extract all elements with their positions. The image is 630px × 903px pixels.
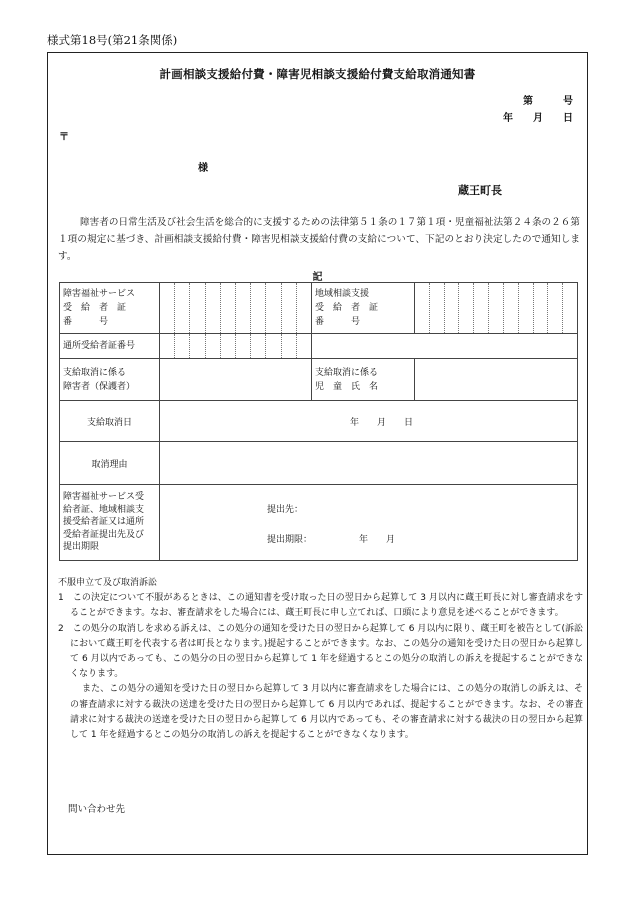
person-label: 支給取消に係る 障害者（保護者） <box>60 359 160 401</box>
issuer-name: 蔵王町長 <box>458 184 502 197</box>
note-item-1: 1 この決定について不服があるときは、この通知書を受け取った日の翌日から起算して 3 月以内に蔵王町長に対し審査請求をすることができます。なお、審査請求をした場合には、蔵王町長に申し立てれば、口頭により意見を述べることができます。 <box>58 593 583 619</box>
ki-mark: 記 <box>312 272 323 283</box>
recipient-suffix: 様 <box>198 163 208 174</box>
notes-heading: 不服申立て及び取消訴訟 <box>58 578 158 588</box>
form-number: 様式第18号(第21条関係) <box>47 33 178 47</box>
notice-table <box>59 282 578 561</box>
row-reason <box>60 442 578 485</box>
regional-cert-label: 地域相談支援 受 給 者 証 番 号 <box>312 283 415 334</box>
reason-field[interactable] <box>160 442 578 485</box>
reason-label: 取消理由 <box>60 442 160 485</box>
row-names <box>60 359 578 401</box>
notice-frame <box>47 52 588 855</box>
submit-field[interactable] <box>160 485 578 561</box>
day-care-cert-digits[interactable] <box>160 334 312 359</box>
day-care-cert-label: 通所受給者証番号 <box>60 334 160 359</box>
submit-deadline-date: 年 月 <box>359 535 396 545</box>
row-cancel-date <box>60 401 578 442</box>
note-item-2b: また、この処分の通知を受けた日の翌日から起算して 3 月以内に審査請求をした場合には、この処分の取消しの訴えは、その審査請求に対する裁決の送達を受けた日の翌日から起算して 6 月以内であれば、提起することができます。なお、その審査請求に対する裁決の送達を受けた日の翌日から起算して 6 月以内であっても、その審査請求に対する裁決の日の翌日から起算して 1 年を経過するとこの処分の取消しの訴えを提起することができなくなります。 <box>70 684 583 741</box>
row-certificates <box>60 283 578 334</box>
row-submit <box>60 485 578 561</box>
disability-cert-label: 障害福祉サービス 受 給 者 証 番 号 <box>60 283 160 334</box>
postal-mark: 〒 <box>59 132 69 143</box>
child-label: 支給取消に係る 児 童 氏 名 <box>312 359 415 401</box>
cancel-date-field[interactable] <box>160 401 578 442</box>
issue-date: 年 月 日 <box>503 113 573 124</box>
submit-label: 障害福祉サービス受 給者証、地域相談支 援受給者証又は通所 受給者証提出先及び 提出期限 <box>60 485 160 561</box>
row-day-care <box>60 334 578 359</box>
cancel-date-label: 支給取消日 <box>60 401 160 442</box>
person-name-field[interactable] <box>160 359 312 401</box>
document-number: 第 号 <box>523 96 573 107</box>
cancel-date-value: 年 月 日 <box>350 417 414 428</box>
document-title: 計画相談支援給付費・障害児相談支援給付費支給取消通知書 <box>159 67 476 81</box>
regional-cert-digits[interactable] <box>415 283 578 334</box>
appeal-notes <box>58 576 583 743</box>
intro-text: 障害者の日常生活及び社会生活を総合的に支援するための法律第５１条の１７第１項・児童福祉法第２４条の２６第１項の規定に基づき、計画相談支援給付費・障害児相談支援給付費の支給について、下記のとおり決定したので通知します。 <box>58 217 580 262</box>
note-item-2: 2 この処分の取消しを求める訴えは、この処分の通知を受けた日の翌日から起算して 6 月以内に限り、蔵王町を被告として(訴訟において蔵王町を代表する者は町長となります。)提起することができます。なお、この処分の通知を受けた日の翌日から起算して 6 月以内であっても、この処分の日の翌日から起算して 1 年を経過するとこの処分の取消しの訴えを提起することができなくなります。 <box>58 623 583 680</box>
child-name-field[interactable] <box>415 359 578 401</box>
submit-to: 提出先： <box>267 505 304 515</box>
disability-cert-digits[interactable] <box>160 283 312 334</box>
submit-deadline: 提出期限： <box>267 535 313 545</box>
contact-label: 問い合わせ先 <box>68 804 126 815</box>
day-care-blank <box>312 334 578 359</box>
